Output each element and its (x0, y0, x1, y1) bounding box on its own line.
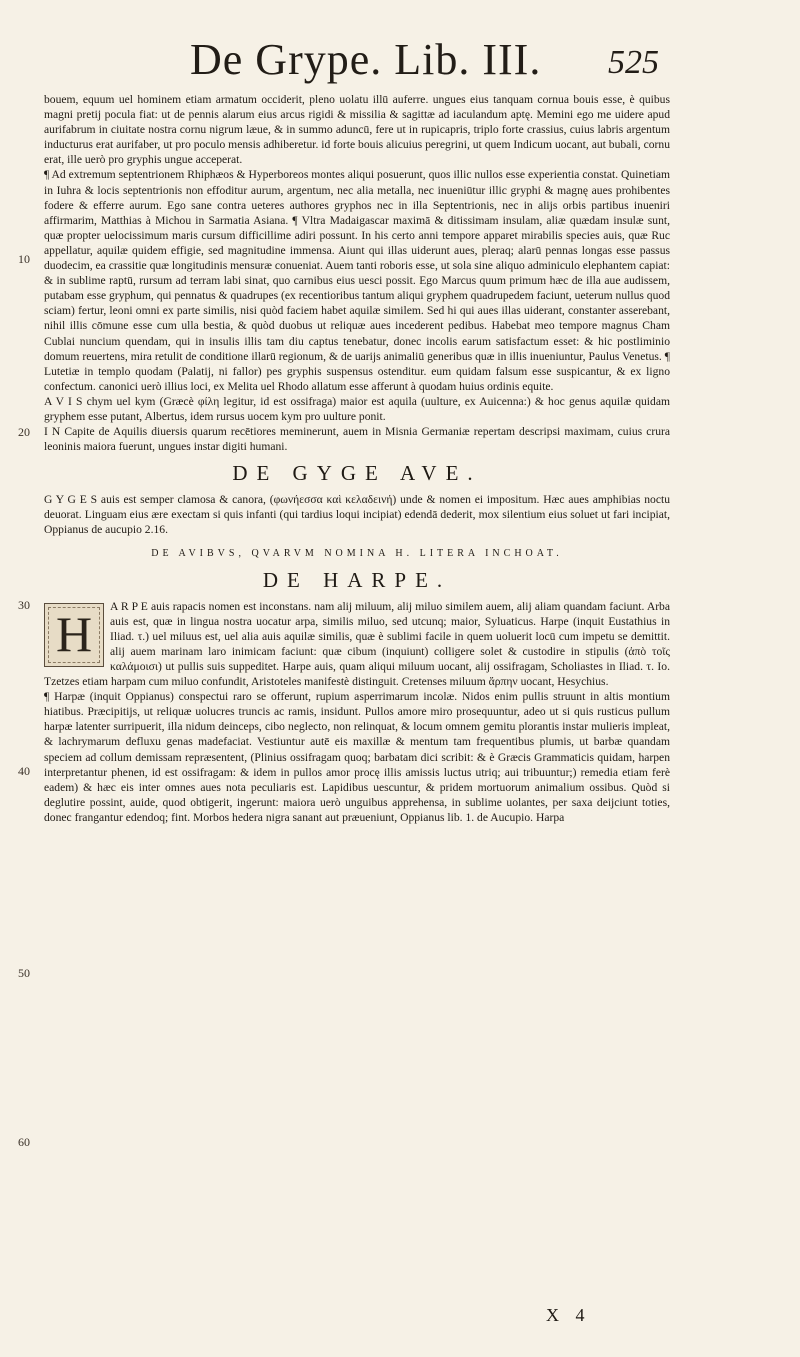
margin-line-number: 20 (18, 425, 30, 439)
margin-line-number: 60 (18, 1135, 30, 1149)
running-title: De Grype. Lib. III. (190, 35, 542, 84)
margin-line-number: 30 (18, 598, 30, 612)
decorated-initial (44, 603, 104, 667)
main-text (44, 92, 670, 825)
paragraph: ¶ Ad extremum septentrionem Rhiphæos & Hyperboreos montes aliqui posuerunt, quos illic nullos esse experientia constat. Quinetiam in Iuhra & locis septentrionis non effoditur aurum, argentum, nec alia metalla, nec inueniūtur illic gryphi & magnę aues prohibentes fodere & efferre aurum. Ego sane contra ueteres authores gryphos nec in illa Septentrionis, nec in alijs orbis partibus inueniri affirmarim, Matthias à Michou in Sarmatia Asiana. ¶ Vltra Madaigascar maximā & ditissimam insulam, aliæ quædam insulæ sunt, quæ propter uelocissimum maris cursum difficillime adiri possunt. In his certo anni tempore apparet mirabilis species auis, quæ Ruc appellatur, aquilæ quidem effigie, sed magnitudine immensa. Aiunt qui illas uiderunt aues, pleraq; alarū pennas longas esse passus duodecim, ea crassitie quæ longitudinis mensuræ conueniat. Auem tanti roboris esse, ut sola sine aliquo adminiculo elephantem capiat: & in sublime raptū, rursum ad terram labi sinat, quo carnibus eius uesci possit. Ego Marcus quum primum hæc de illa aue audissem, putabam esse gryphum, qui pennatus & quadrupes (ex recentioribus tantum aliqui gryphem quadrupedem faciunt, ueterum nullus quod sciam) fertur, leoni omni ex parte similis, nisi quòd faciem habet aquilæ similem. Sed hi qui aues illas uiderant, constanter asserebant, nihil illis cōmune esse cum ulla bestia, & quòd duobus ut reliquæ aues incederent pedibus. Habebat meo tempore magnus Cham Cublai nuncium quendam, qui in insulis illis tam diu captus tenebatur, donec incolis earum satisfactum esset: & hic postliminio domum reuertens, mira retulit de conditione illarū regionum, & de uarijs animaliū generibus quæ in illis inueniuntur, Paulus Venetus. ¶ Lutetiæ in templo quodam (Palatij, ni fallor) pes gryphis suspensus ostenditur. eum quidam falsum esse suspicantur, & ex ligno confectum. canonici uerò illius loci, ex Melita uel Rhodo allatum esse afferunt à quodam huius ordinis equite. (44, 168, 670, 393)
section-heading-gyge: DE GYGE AVE. (232, 461, 482, 486)
paragraph: I N Capite de Aquilis diuersis quarum recētiores meminerunt, auem in Misnia Germaniæ repertam descripsi maximam, cuius crura leoninis maiora fuerunt, ungues instar digiti humani. (44, 425, 670, 454)
section-heading-harpe: DE HARPE. (262, 567, 452, 592)
margin-line-number: 10 (18, 252, 30, 266)
paragraph: G Y G E S auis est semper clamosa & canora, (φωνήεσσα καὶ κελαδεινή) unde & nomen ei impositum. Hæc aues amphibias noctu deuorat. Linguam eius ære exectam si quis infanti (qui tardius loqui incipiat) edendā dederit, mox silentium eius soluet ut fari incipiat, Oppianus de aucupio 2.16. (44, 493, 670, 537)
paragraph: A R P E auis rapacis nomen est inconstans. nam alij miluum, alij miluo similem auem, alij aliam quandam faciunt. Arba auis est, quæ in lingua nostra uocatur arpa, similis miluo, sed utcunq; maior, Syluaticus. Harpe (inquit Eustathius in Iliad. τ.) uel miluus est, uel alia auis aquilæ similis, quæ è sublimi facile in quem uoluerit locū cum impetu se demittit. alij auem marinam laro inimicam faciunt: quæ cibum (inquiunt) colligere solet & custodire in stipulis (ἀπὸ τοῖς καλάμοισι) ut pullis suis suppeditet. Harpe auis, quam aliqui miluum uocant, alij ossifragam, Scholiastes in Iliad. τ. Io. Tzetzes etiam harpam cum miluo confundit, Aristoteles manifestè distinguit. Cretenses miluum ἅρπην uocant, Hesychius. (44, 599, 670, 689)
margin-line-number: 40 (18, 764, 30, 778)
subheading-h-birds: DE AVIBVS, QVARVM NOMINA H. LITERA INCHOAT. (151, 547, 563, 559)
margin-line-number: 50 (18, 966, 30, 980)
page-number: 525 (608, 44, 659, 81)
paragraph: A V I S chym uel kym (Græcè φίλη legitur, id est ossifraga) maior est aquila (uulture, ex Auicenna:) & hoc genus aquilæ quidam gryphem esse putant, Albertus, idem rursus uocem kym pro uulture ponit. (44, 394, 670, 423)
paragraph: ¶ Harpæ (inquit Oppianus) conspectui raro se offerunt, rupium asperrimarum incolæ. Nidos enim pullis struunt in altis montium hiatibus. Præcipitijs, ut reliquæ uolucres truncis ac ramis, insidunt. Pullos amore miro prosequuntur, adeo ut si quis rusticus pullum harpæ latenter surripuerit, illa nidum deinceps, cibo neglecto, non relinquat, & locum omnem gemitu plorantis instar mulieris impleat, & lachrymarum defluxu genas madefaciat. Vestiuntur autē eis maxillæ & mentum tam frequentibus plumis, ut barbæ quandam speciem ad collum demissam repræsentent, (Plinius ossifragam quoq; barbatam dici scribit: & è Græcis Grammaticis quidam, harpen interpretantur phenen, id est ossifragam: & idem in pullos amor procę illis amissis luctus utriq; aui tribuuntur;) remedia etiam ferè eadem) & hæc eis inter omnes aues nota peculiaris est. Lapidibus uescuntur, & pridem mortuorum animalium ossibus. Quòd si deglutire possint, auide, quod obtigerit, ingerunt: maiora uerò unguibus apprehensa, in sublime uolantes, per saxa deijciunt toties, donec frangantur edendoq; fint. Morbos hedera nigra sanant aut præueniunt, Oppianus lib. 1. de Aucupio. Harpa (44, 690, 670, 824)
initial-letter: H (55, 605, 93, 662)
signature-mark: X 4 (546, 1305, 591, 1325)
paragraph: bouem, equum uel hominem etiam armatum occiderit, pleno uolatu illū auferre. ungues eius tanquam cornua bouis esse, è quibus magni pretij pocula fiat: ut de pennis alarum eius arcus rigidi & missilia & sagittæ ad iaculandum aptę. Memini ego me uidere apud aurifabrum in ciuitate nostra cornu nigrum læue, & in summo aduncū, fere ut in rupicapris, triplo forte crassius, cuius labris argentum inducturus erat aurifaber, ut pro poculo mensis adhiberetur. id forte bouis alicuius peregrini, ut quem Indicum uocant, aut bubali, cornu erat, ille uerò pro gryphis ungue acceperat. (44, 93, 670, 167)
page-header (0, 34, 800, 94)
